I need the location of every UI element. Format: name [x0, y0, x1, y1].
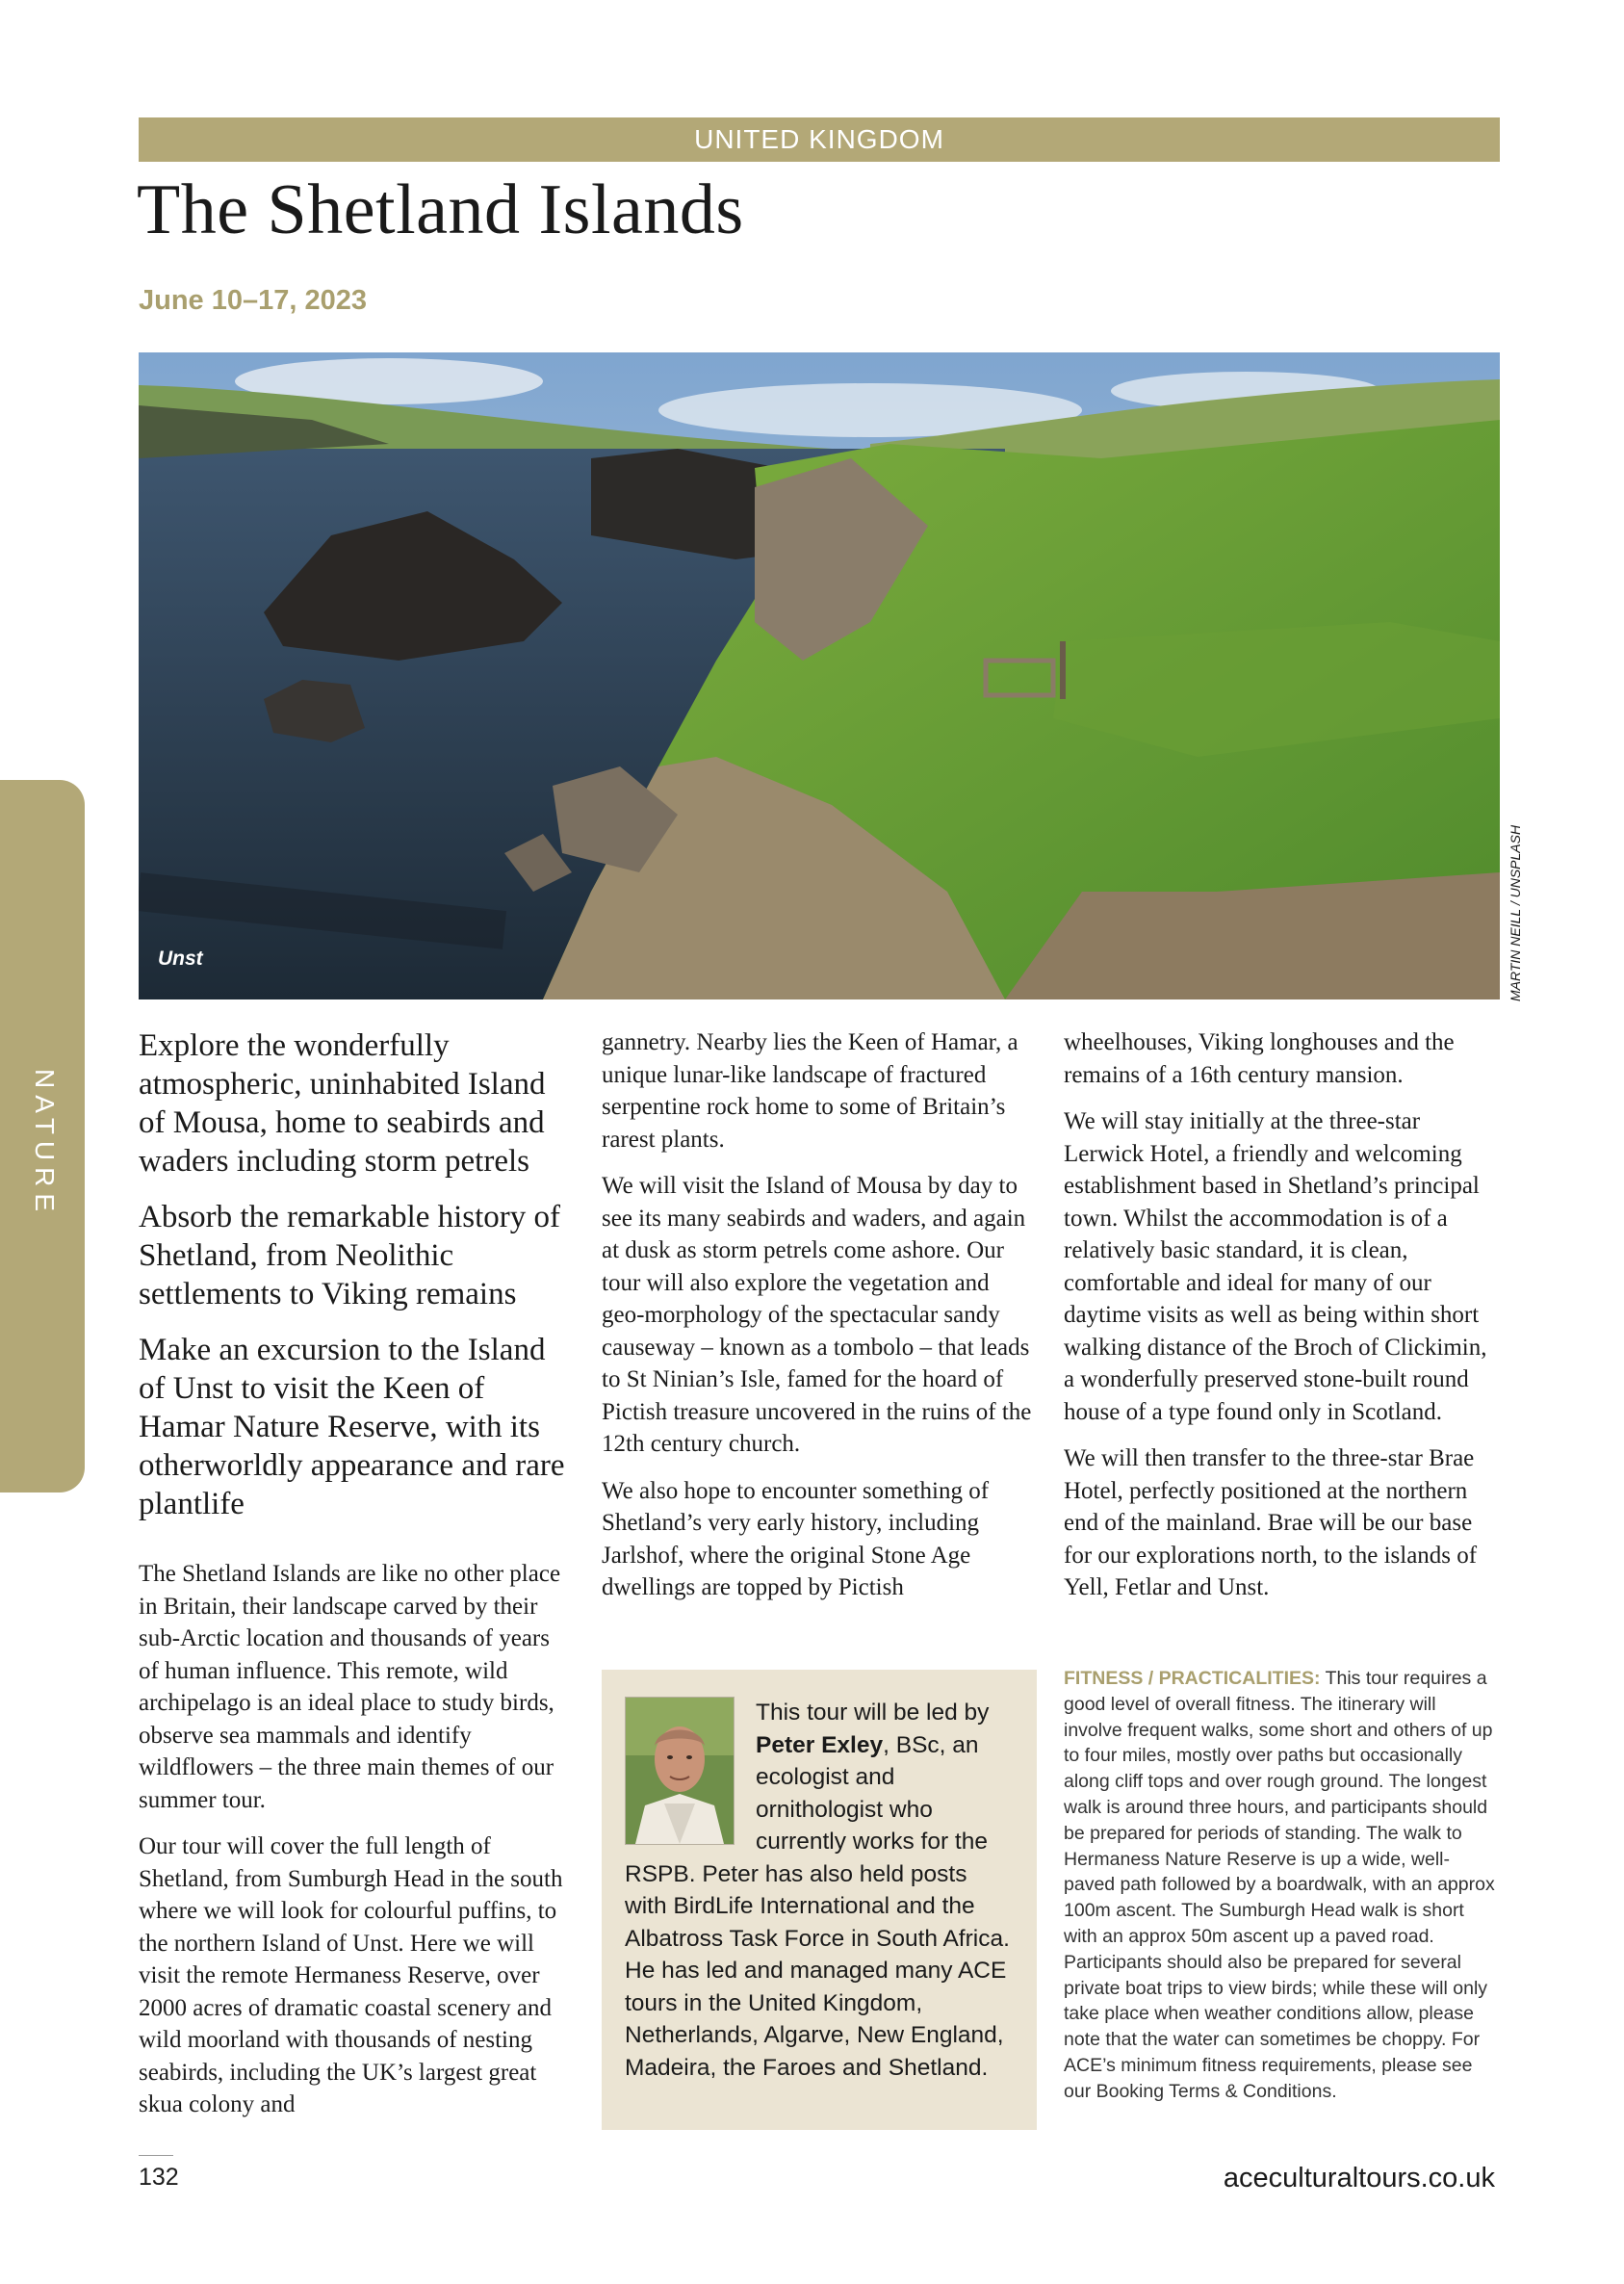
highlight-item: Absorb the remarkable history of Shetland, from Neolithic settlements to Viking remains	[139, 1200, 561, 1311]
section-tab-label: NATURE	[30, 1069, 60, 1219]
column-2	[602, 1026, 1037, 1619]
column-3	[1064, 1026, 1499, 1619]
tour-leader-box	[602, 1670, 1037, 2130]
body-paragraph: Our tour will cover the full length of Shetland, from Sumburgh Head in the south where we will look for colourful puffins, to the northern Island of Unst. Here we will visit the remote Hermaness Reserve, over 2000 acres of dramatic coastal scenery and wild moorland with thousands of nesting seabirds, including the UK’s largest great skua colony and	[139, 1833, 563, 2117]
leader-intro: This tour will be led by	[756, 1700, 990, 1726]
highlight-item: Make an excursion to the Island of Unst to visit the Keen of Hamar Nature Reserve, with its otherworldly appearance and rare plantlife	[139, 1333, 565, 1521]
body-paragraph: wheelhouses, Viking longhouses and the remains of a 16th century mansion.	[1064, 1029, 1455, 1088]
body-paragraph: The Shetland Islands are like no other place in Britain, their landscape carved by their sub-Arctic location and thousands of years of human influence. This remote, wild archipelago is an ideal place to study birds, observe sea mammals and identify wildflowers – the three main themes of our summer tour.	[139, 1561, 561, 1813]
leader-details: , BSc, an ecologist and ornithologist who currently works for the RSPB. Peter has also held posts with BirdLife International and the Albatross Task Force in South Africa. He has led and managed many ACE tours in the United Kingdom, Netherlands, Algarve, New England, Madeira, the Faroes and Shetland.	[625, 1731, 1010, 2081]
leader-name: Peter Exley	[756, 1731, 884, 1758]
body-paragraph: We will then transfer to the three-star Brae Hotel, perfectly positioned at the northern end of the mainland. Brae will be our base for our explorations north, to the islands of Yell, Fetlar and Unst.	[1064, 1445, 1478, 1600]
tour-dates: June 10–17, 2023	[139, 285, 368, 316]
website-url[interactable]: aceculturaltours.co.uk	[1223, 2163, 1495, 2193]
body-paragraph: gannetry. Nearby lies the Keen of Hamar, a unique lunar-like landscape of fractured serpentine rock home to some of Britain’s rarest plants.	[602, 1029, 1018, 1153]
photo-caption: Unst	[158, 947, 203, 970]
leader-portrait	[625, 1697, 735, 1845]
highlights-list	[139, 1026, 574, 1523]
region-banner: UNITED KINGDOM	[139, 117, 1500, 162]
body-paragraph: We will stay initially at the three-star Lerwick Hotel, a friendly and welcoming establishment based in Shetland’s principal town. Whilst the accommodation is of a relatively basic standard, it is clean, comfortable and ideal for many of our daytime visits as well as being within short walking distance of the Broch of Clickimin, a wonderfully preserved stone-built round house of a type found only in Scotland.	[1064, 1108, 1487, 1425]
fitness-practicalities	[1064, 1666, 1499, 2105]
page-number: 132	[139, 2155, 173, 2192]
fitness-text: This tour requires a good level of overall fitness. The itinerary will involve frequent walks, some short and others of up to four miles, mostly over paths but occasionally along cliff tops and over rough ground. The longest walk is around three hours, and participants should be prepared for periods of standing. The walk to Hermaness Nature Reserve is up a wide, well-paved path followed by a boardwalk, with an approx 100m ascent. The Sumburgh Head walk is short with an approx 50m ascent up a paved road. Participants should also be prepared for several private boat trips to view birds; while these will only take place when weather conditions allow, please note that the water can sometimes be choppy. For ACE’s minimum fitness requirements, please see our Booking Terms & Conditions.	[1064, 1668, 1495, 2102]
hero-photo	[139, 352, 1500, 999]
photo-credit: MARTIN NEILL / UNSPLASH	[1508, 824, 1523, 1001]
body-paragraph: We will visit the Island of Mousa by day to see its many seabirds and waders, and again at dusk as storm petrels come ashore. Our tour will also explore the vegetation and geo-morphology of the spectacular sandy causeway – known as a tombolo – that leads to St Ninian’s Isle, famed for the hoard of Pictish treasure uncovered in the ruins of the 12th century church.	[602, 1173, 1032, 1457]
highlight-item: Explore the wonderfully atmospheric, uninhabited Island of Mousa, home to seabirds and waders including storm petrels	[139, 1028, 546, 1179]
fitness-label: FITNESS / PRACTICALITIES:	[1064, 1668, 1321, 1689]
page-title: The Shetland Islands	[137, 170, 744, 249]
column-1	[139, 1026, 574, 2136]
body-paragraph: We also hope to encounter something of Shetland’s very early history, including Jarlshof, where the original Stone Age dwellings are topped by Pictish	[602, 1477, 990, 1600]
